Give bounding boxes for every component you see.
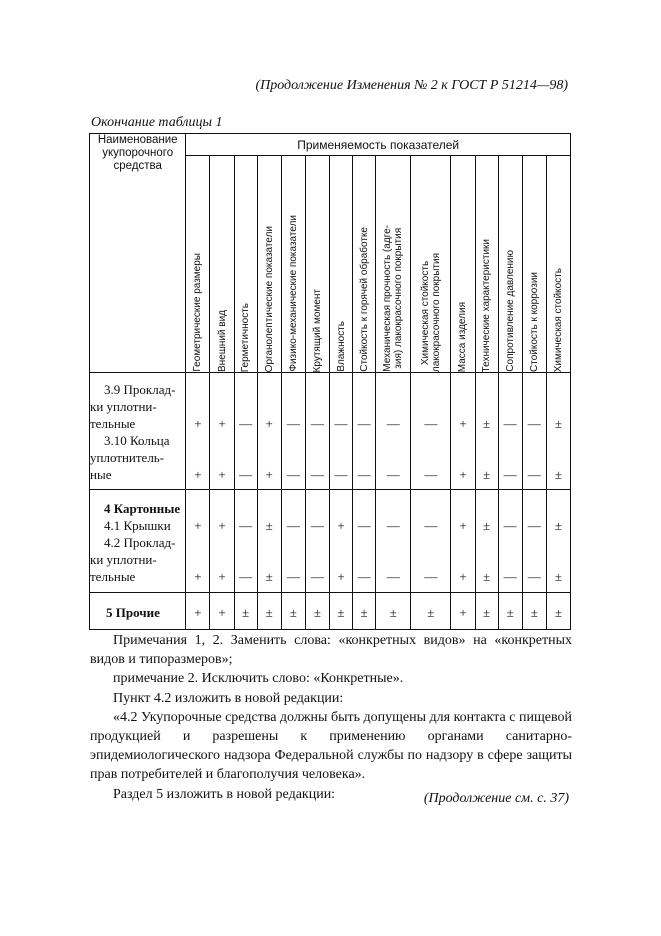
value-spacer (306, 449, 329, 466)
value-spacer (353, 500, 375, 517)
value-symbol: ± (265, 569, 273, 584)
note-paragraph: Раздел 5 изложить в новой редакции: (113, 786, 336, 802)
value-symbol: ± (506, 605, 514, 620)
value-symbol: + (337, 569, 345, 584)
value-spacer (330, 449, 352, 466)
value-symbol: + (218, 416, 226, 431)
value-spacer (210, 398, 233, 415)
value-spacer (499, 449, 522, 466)
applicability-table (89, 133, 571, 630)
row-name-line: тельные (90, 569, 136, 584)
value-spacer (235, 551, 257, 568)
value-spacer (210, 534, 233, 551)
value-cell (451, 373, 475, 490)
value-cell (305, 593, 329, 630)
value-spacer (210, 500, 233, 517)
indicator-header (353, 156, 376, 373)
value-cell (546, 593, 570, 630)
value-symbol: ± (530, 605, 538, 620)
value-symbol: + (218, 605, 226, 620)
indicator-label: Механическая прочность (адге- зия) лакокрасочного покрытия (382, 225, 405, 372)
value-symbol: — (386, 416, 400, 431)
value-symbol: + (194, 467, 202, 482)
name-column-header: Наименование укупорочного средства (90, 134, 186, 373)
value-cell (305, 373, 329, 490)
value-symbol: ± (554, 605, 562, 620)
value-symbol: — (424, 518, 438, 533)
value-spacer (451, 500, 474, 517)
note-paragraph: «4.2 Укупорочные средства должны быть допущены для контакта с пищевой продукцией и разрешены к применению органами санитарно-эпидемиологического надзора Федеральной службы по надзору в сфере защиты прав потребителей и благополучия человека». (90, 709, 572, 783)
value-cell (376, 593, 411, 630)
value-symbol: ± (337, 605, 345, 620)
row-name-line: уплотнитель- (90, 450, 165, 465)
value-spacer (282, 551, 305, 568)
value-symbol: — (503, 518, 517, 533)
row-name-line: тельные (90, 416, 136, 431)
value-cell (522, 593, 546, 630)
value-symbol: ± (360, 605, 368, 620)
value-cell (522, 490, 546, 593)
indicator-label: Геометрические размеры (192, 253, 204, 372)
value-cell (411, 593, 451, 630)
value-symbol: — (527, 467, 541, 482)
value-symbol: + (218, 518, 226, 533)
row-name-line: 3.10 Кольца (104, 433, 170, 448)
value-spacer (411, 398, 450, 415)
value-cell (281, 490, 305, 593)
value-spacer (330, 381, 352, 398)
value-symbol: ± (265, 605, 273, 620)
value-spacer (476, 551, 498, 568)
value-spacer (376, 381, 410, 398)
value-cell (451, 593, 475, 630)
value-cell (498, 593, 522, 630)
indicator-header (234, 156, 257, 373)
value-spacer (523, 551, 546, 568)
value-symbol: — (286, 518, 300, 533)
value-symbol: — (357, 569, 371, 584)
indicator-header (546, 156, 570, 373)
value-cell (376, 373, 411, 490)
value-symbol: — (424, 467, 438, 482)
value-symbol: — (310, 467, 324, 482)
row-name-line: 4.1 Крышки (104, 518, 171, 533)
value-symbol: — (310, 416, 324, 431)
value-spacer (210, 449, 233, 466)
value-spacer (547, 449, 570, 466)
value-cell (353, 593, 376, 630)
value-spacer (186, 551, 209, 568)
table-row (90, 593, 571, 630)
row-name-line: 5 Прочие (106, 605, 160, 620)
value-spacer (186, 500, 209, 517)
value-spacer (451, 432, 474, 449)
indicator-label: Физико-механические показатели (287, 215, 299, 372)
row-name-line: 3.9 Проклад- (104, 382, 176, 397)
value-symbol: ± (289, 605, 297, 620)
value-spacer (306, 432, 329, 449)
value-spacer (235, 500, 257, 517)
value-spacer (330, 500, 352, 517)
value-spacer (451, 381, 474, 398)
value-symbol: ± (554, 467, 562, 482)
value-spacer (523, 398, 546, 415)
value-cell (257, 490, 281, 593)
value-spacer (499, 534, 522, 551)
value-cell (210, 373, 234, 490)
value-spacer (353, 381, 375, 398)
value-spacer (282, 381, 305, 398)
value-spacer (353, 398, 375, 415)
value-spacer (282, 500, 305, 517)
value-symbol: + (194, 605, 202, 620)
indicator-header (305, 156, 329, 373)
value-cell (210, 593, 234, 630)
value-cell (451, 490, 475, 593)
indicator-label: Сопротивление давлению (504, 250, 516, 372)
indicator-label: Влажность (335, 321, 347, 372)
indicator-header (498, 156, 522, 373)
value-symbol: ± (483, 569, 491, 584)
indicator-label: Химическая стойкость лакокрасочного покрытия (419, 252, 442, 372)
indicator-header (411, 156, 451, 373)
value-symbol: — (386, 467, 400, 482)
value-spacer (451, 551, 474, 568)
value-spacer (476, 381, 498, 398)
value-spacer (210, 381, 233, 398)
indicator-header (210, 156, 234, 373)
value-spacer (547, 398, 570, 415)
indicator-header (281, 156, 305, 373)
group-header: Применяемость показателей (186, 134, 571, 156)
value-spacer (186, 449, 209, 466)
value-symbol: ± (313, 605, 321, 620)
value-spacer (353, 432, 375, 449)
value-spacer (235, 534, 257, 551)
value-cell (353, 373, 376, 490)
note-paragraph: Пункт 4.2 изложить в новой редакции: (113, 690, 344, 706)
value-spacer (499, 432, 522, 449)
table-row (90, 373, 571, 490)
value-spacer (376, 534, 410, 551)
value-spacer (411, 551, 450, 568)
value-symbol: + (459, 518, 467, 533)
value-spacer (451, 449, 474, 466)
value-cell (522, 373, 546, 490)
indicator-label: Стойкость к коррозии (528, 272, 540, 372)
value-symbol: — (527, 518, 541, 533)
value-cell (329, 373, 352, 490)
value-spacer (258, 500, 281, 517)
value-cell (186, 593, 210, 630)
value-cell (257, 593, 281, 630)
value-symbol: — (286, 416, 300, 431)
indicator-header (257, 156, 281, 373)
value-cell (234, 373, 257, 490)
value-spacer (282, 534, 305, 551)
value-spacer (210, 432, 233, 449)
value-spacer (235, 398, 257, 415)
indicator-label: Масса изделия (457, 301, 469, 372)
value-spacer (306, 534, 329, 551)
value-symbol: + (459, 569, 467, 584)
value-symbol: — (357, 416, 371, 431)
value-spacer (376, 432, 410, 449)
value-symbol: + (459, 416, 467, 431)
value-spacer (353, 551, 375, 568)
indicator-header (376, 156, 411, 373)
value-spacer (476, 398, 498, 415)
value-symbol: ± (554, 518, 562, 533)
value-symbol: — (239, 416, 253, 431)
value-spacer (210, 551, 233, 568)
value-cell (498, 373, 522, 490)
value-cell (281, 373, 305, 490)
value-cell (329, 490, 352, 593)
indicator-label: Стойкость к горячей обработке (358, 227, 370, 372)
value-symbol: — (357, 518, 371, 533)
indicator-header (475, 156, 498, 373)
value-cell (234, 490, 257, 593)
value-symbol: ± (483, 518, 491, 533)
value-symbol: — (527, 569, 541, 584)
value-spacer (476, 500, 498, 517)
value-spacer (306, 500, 329, 517)
value-cell (475, 593, 498, 630)
value-spacer (258, 398, 281, 415)
indicator-header (186, 156, 210, 373)
value-spacer (282, 432, 305, 449)
value-symbol: + (459, 467, 467, 482)
value-spacer (258, 449, 281, 466)
page-footer: (Продолжение см. с. 37) (423, 791, 569, 806)
row-name (90, 373, 186, 490)
value-spacer (258, 381, 281, 398)
value-spacer (186, 381, 209, 398)
value-spacer (376, 449, 410, 466)
value-spacer (547, 551, 570, 568)
value-spacer (451, 534, 474, 551)
row-name-line: ки уплотни- (90, 552, 157, 567)
value-symbol: — (424, 569, 438, 584)
value-cell (353, 490, 376, 593)
value-spacer (306, 381, 329, 398)
value-cell (475, 490, 498, 593)
value-spacer (282, 449, 305, 466)
value-symbol: — (334, 467, 348, 482)
value-symbol: — (239, 569, 253, 584)
value-spacer (330, 551, 352, 568)
value-symbol: + (265, 467, 273, 482)
value-spacer (186, 398, 209, 415)
value-spacer (353, 449, 375, 466)
value-spacer (476, 432, 498, 449)
value-cell (546, 373, 570, 490)
value-symbol: ± (483, 605, 491, 620)
value-spacer (476, 534, 498, 551)
value-spacer (306, 551, 329, 568)
value-symbol: ± (265, 518, 273, 533)
value-spacer (376, 398, 410, 415)
indicator-header (451, 156, 475, 373)
value-symbol: ± (483, 467, 491, 482)
value-spacer (523, 500, 546, 517)
value-symbol: — (310, 569, 324, 584)
value-symbol: — (286, 467, 300, 482)
row-name-line: ки уплотни- (90, 399, 157, 414)
value-spacer (451, 398, 474, 415)
note-paragraph: Примечания 1, 2. Заменить слова: «конкретных видов» на «конкретных видов и типоразмеров»; (90, 633, 572, 668)
value-symbol: + (194, 518, 202, 533)
value-spacer (523, 449, 546, 466)
value-symbol: + (218, 569, 226, 584)
value-symbol: ± (427, 605, 435, 620)
value-cell (210, 490, 234, 593)
value-spacer (499, 500, 522, 517)
value-symbol: + (265, 416, 273, 431)
row-name-line: 4 Картонные (104, 501, 181, 516)
value-spacer (186, 534, 209, 551)
value-spacer (411, 432, 450, 449)
value-symbol: ± (554, 416, 562, 431)
value-cell (376, 490, 411, 593)
value-symbol: — (310, 518, 324, 533)
value-spacer (523, 381, 546, 398)
value-symbol: + (459, 605, 467, 620)
value-spacer (258, 534, 281, 551)
value-symbol: + (194, 416, 202, 431)
value-spacer (547, 432, 570, 449)
table-caption: Окончание таблицы 1 (91, 115, 223, 130)
value-cell (186, 373, 210, 490)
value-cell (305, 490, 329, 593)
value-symbol: ± (483, 416, 491, 431)
value-symbol: — (386, 569, 400, 584)
value-symbol: ± (242, 605, 250, 620)
value-spacer (235, 449, 257, 466)
value-spacer (499, 551, 522, 568)
value-spacer (376, 551, 410, 568)
indicator-label: Органолептические показатели (263, 225, 275, 372)
value-symbol: — (503, 416, 517, 431)
indicator-header (522, 156, 546, 373)
value-spacer (499, 381, 522, 398)
value-spacer (547, 500, 570, 517)
value-symbol: — (239, 467, 253, 482)
value-spacer (330, 398, 352, 415)
value-spacer (376, 500, 410, 517)
value-spacer (258, 551, 281, 568)
value-spacer (235, 381, 257, 398)
value-cell (257, 373, 281, 490)
value-cell (498, 490, 522, 593)
value-cell (546, 490, 570, 593)
note-paragraph: примечание 2. Исключить слово: «Конкретные». (113, 671, 404, 687)
value-spacer (330, 534, 352, 551)
value-spacer (411, 534, 450, 551)
indicator-label: Герметичность (240, 302, 252, 372)
value-spacer (523, 432, 546, 449)
row-name-line: 4.2 Проклад- (104, 535, 176, 550)
value-spacer (186, 432, 209, 449)
value-symbol: — (357, 467, 371, 482)
value-spacer (411, 500, 450, 517)
row-name (90, 490, 186, 593)
page-header: (Продолжение Изменения № 2 к ГОСТ Р 51214—98) (255, 78, 568, 93)
value-symbol: ± (554, 569, 562, 584)
value-symbol: — (424, 416, 438, 431)
indicator-label: Внешний вид (216, 310, 228, 372)
table-row (90, 490, 571, 593)
indicator-label: Технические характеристики (481, 238, 493, 372)
value-symbol: ± (389, 605, 397, 620)
value-spacer (353, 534, 375, 551)
value-symbol: — (239, 518, 253, 533)
row-name (90, 593, 186, 630)
value-spacer (330, 432, 352, 449)
indicator-header (329, 156, 352, 373)
value-spacer (547, 381, 570, 398)
value-symbol: + (194, 569, 202, 584)
value-spacer (411, 449, 450, 466)
value-cell (234, 593, 257, 630)
value-cell (329, 593, 352, 630)
value-symbol: — (386, 518, 400, 533)
value-spacer (306, 398, 329, 415)
value-spacer (235, 432, 257, 449)
value-symbol: + (218, 467, 226, 482)
value-symbol: + (337, 518, 345, 533)
value-cell (186, 490, 210, 593)
value-spacer (523, 534, 546, 551)
value-cell (475, 373, 498, 490)
value-spacer (411, 381, 450, 398)
row-name-line: ные (90, 467, 112, 482)
value-symbol: — (286, 569, 300, 584)
indicator-label: Химическая стойкость (552, 267, 564, 372)
indicator-label: Крутящий момент (311, 288, 323, 372)
value-cell (411, 490, 451, 593)
value-cell (411, 373, 451, 490)
notes-section (90, 631, 572, 804)
value-symbol: — (503, 569, 517, 584)
value-spacer (282, 398, 305, 415)
value-spacer (547, 534, 570, 551)
value-cell (281, 593, 305, 630)
value-spacer (258, 432, 281, 449)
value-symbol: — (527, 416, 541, 431)
value-spacer (476, 449, 498, 466)
value-symbol: — (334, 416, 348, 431)
value-spacer (499, 398, 522, 415)
value-symbol: — (503, 467, 517, 482)
